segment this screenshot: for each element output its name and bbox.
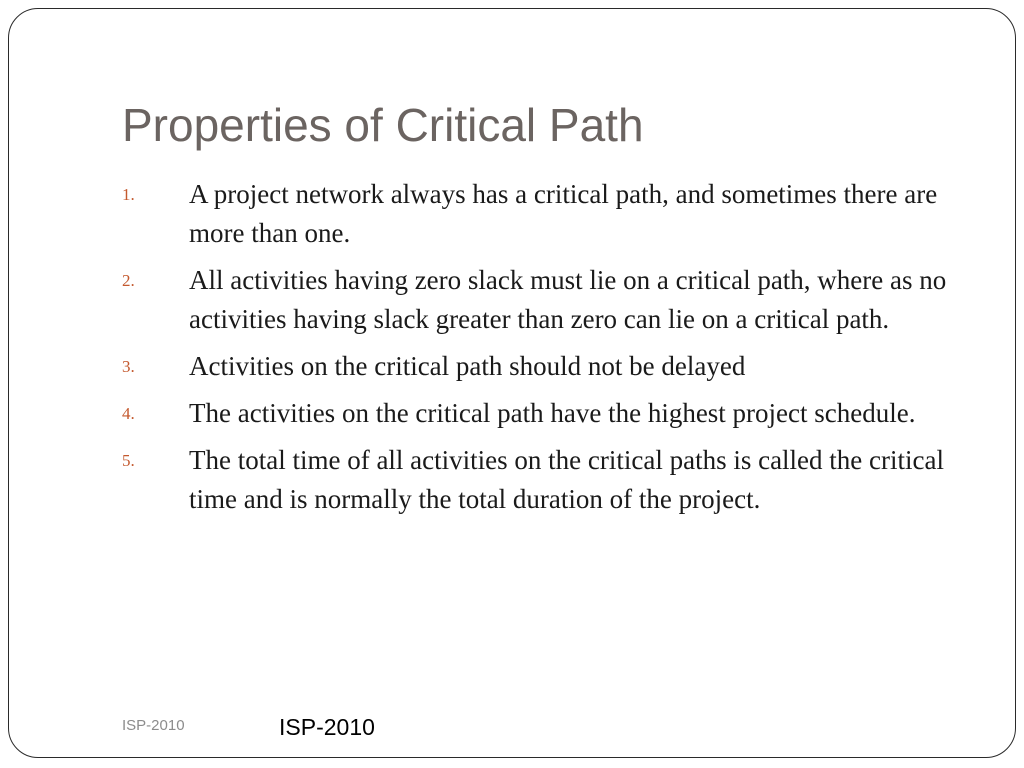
list-item-number: 5. [122, 451, 135, 470]
list-item-number: 1. [122, 185, 135, 204]
numbered-list [122, 175, 972, 527]
list-item-text: All activities having zero slack must lie on a critical path, where as no activities having slack greater than zero can lie on a critical path. [189, 265, 947, 334]
list-item-text: A project network always has a critical path, and sometimes there are more than one. [189, 179, 938, 248]
list-item-text: Activities on the critical path should not be delayed [189, 351, 746, 381]
slide-title: Properties of Critical Path [122, 99, 644, 151]
list-item-text: The total time of all activities on the critical paths is called the critical time and is normally the total duration of the project. [189, 445, 944, 514]
list-item-text: The activities on the critical path have the highest project schedule. [189, 398, 916, 428]
list-item-number: 3. [122, 357, 135, 376]
slide-frame [8, 8, 1016, 758]
footer-label-large: ISP-2010 [279, 714, 375, 740]
list-item [122, 441, 972, 519]
list-item [122, 347, 972, 386]
list-item [122, 394, 972, 433]
list-item-number: 2. [122, 271, 135, 290]
footer-label-small: ISP-2010 [122, 717, 185, 734]
list-item [122, 175, 972, 253]
list-item-number: 4. [122, 404, 135, 423]
list-item [122, 261, 972, 339]
